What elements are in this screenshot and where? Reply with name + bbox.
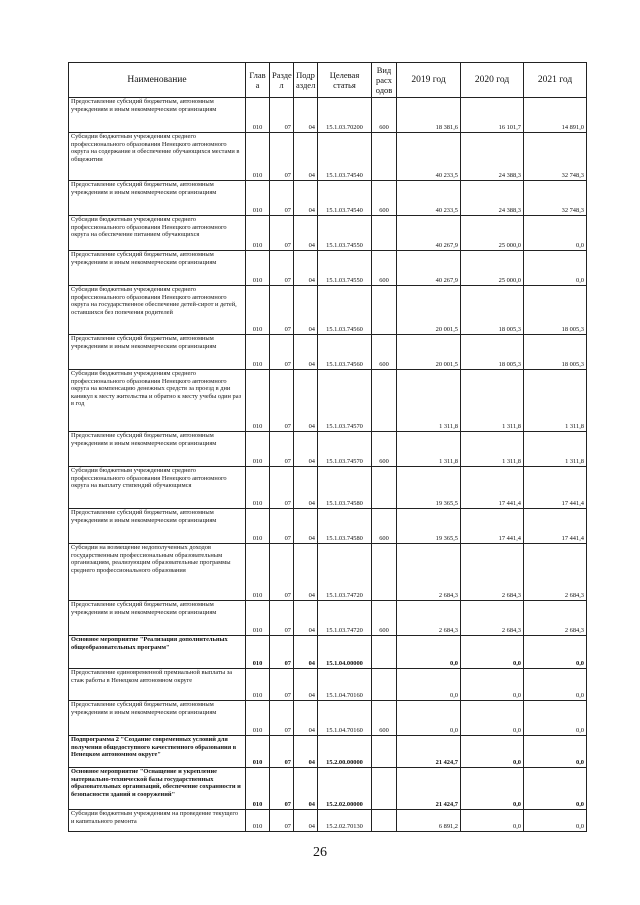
row-glava: 010 xyxy=(246,509,270,544)
header-2021: 2021 год xyxy=(524,63,587,98)
row-target: 15.1.03.74570 xyxy=(318,432,372,467)
row-2021: 2 684,3 xyxy=(524,544,587,601)
row-target: 15.2.00.00000 xyxy=(318,736,372,768)
row-target: 15.1.03.74560 xyxy=(318,335,372,370)
row-name: Предоставление единовременной премиальной выплаты за стаж работы в Ненецком автономном округе xyxy=(69,669,246,701)
row-podrazdel: 04 xyxy=(294,181,318,216)
row-razdel: 07 xyxy=(270,701,294,736)
row-glava: 010 xyxy=(246,669,270,701)
row-2019: 2 684,3 xyxy=(397,544,461,601)
row-glava: 010 xyxy=(246,768,270,810)
row-vid: 600 xyxy=(372,432,397,467)
row-razdel: 07 xyxy=(270,768,294,810)
row-vid: 600 xyxy=(372,701,397,736)
row-2021: 2 684,3 xyxy=(524,601,587,636)
row-2021: 32 748,3 xyxy=(524,181,587,216)
row-glava: 010 xyxy=(246,636,270,669)
row-vid xyxy=(372,467,397,509)
row-2020: 1 311,8 xyxy=(461,432,524,467)
row-2019: 20 001,5 xyxy=(397,286,461,335)
row-2020: 0,0 xyxy=(461,768,524,810)
table-row xyxy=(69,601,587,636)
row-2020: 16 101,7 xyxy=(461,98,524,133)
row-podrazdel: 04 xyxy=(294,432,318,467)
row-razdel: 07 xyxy=(270,335,294,370)
row-name: Субсидии бюджетным учреждениям среднего профессионального образования Ненецкого автономного округа на выплату стипендий обучающимся xyxy=(69,467,246,509)
row-2021: 17 441,4 xyxy=(524,509,587,544)
row-2021: 1 311,8 xyxy=(524,432,587,467)
row-target: 15.1.03.74720 xyxy=(318,601,372,636)
row-razdel: 07 xyxy=(270,181,294,216)
row-podrazdel: 04 xyxy=(294,98,318,133)
table-row xyxy=(69,509,587,544)
row-2020: 25 000,0 xyxy=(461,251,524,286)
row-name: Предоставление субсидий бюджетным, автономным учреждениям и иным некоммерческим организациям xyxy=(69,701,246,736)
row-vid: 600 xyxy=(372,98,397,133)
row-2021: 0,0 xyxy=(524,810,587,832)
row-2019: 1 311,8 xyxy=(397,432,461,467)
table-row xyxy=(69,181,587,216)
row-2020: 2 684,3 xyxy=(461,544,524,601)
row-podrazdel: 04 xyxy=(294,286,318,335)
row-2020: 0,0 xyxy=(461,810,524,832)
row-2021: 0,0 xyxy=(524,669,587,701)
row-2020: 0,0 xyxy=(461,636,524,669)
row-vid: 600 xyxy=(372,601,397,636)
row-glava: 010 xyxy=(246,370,270,432)
header-2019: 2019 год xyxy=(397,63,461,98)
row-podrazdel: 04 xyxy=(294,544,318,601)
row-podrazdel: 04 xyxy=(294,636,318,669)
row-razdel: 07 xyxy=(270,286,294,335)
table-row xyxy=(69,669,587,701)
row-2020: 0,0 xyxy=(461,736,524,768)
table-row xyxy=(69,467,587,509)
row-glava: 010 xyxy=(246,181,270,216)
row-razdel: 07 xyxy=(270,251,294,286)
row-name: Субсидии бюджетным учреждениям на проведение текущего и капитального ремонта xyxy=(69,810,246,832)
row-2019: 40 233,5 xyxy=(397,181,461,216)
row-podrazdel: 04 xyxy=(294,810,318,832)
row-vid: 600 xyxy=(372,335,397,370)
row-2019: 1 311,8 xyxy=(397,370,461,432)
row-name: Подпрограмма 2 "Создание современных условий для получения общедоступного качественного образования в Ненецком автономном округе" xyxy=(69,736,246,768)
row-2021: 18 005,3 xyxy=(524,335,587,370)
row-target: 15.1.03.74580 xyxy=(318,509,372,544)
table-row xyxy=(69,544,587,601)
row-glava: 010 xyxy=(246,701,270,736)
table-row xyxy=(69,98,587,133)
row-2019: 21 424,7 xyxy=(397,736,461,768)
row-razdel: 07 xyxy=(270,98,294,133)
row-2021: 17 441,4 xyxy=(524,467,587,509)
row-name: Предоставление субсидий бюджетным, автономным учреждениям и иным некоммерческим организациям xyxy=(69,601,246,636)
row-podrazdel: 04 xyxy=(294,601,318,636)
row-podrazdel: 04 xyxy=(294,251,318,286)
table-row xyxy=(69,335,587,370)
row-2021: 0,0 xyxy=(524,701,587,736)
row-vid xyxy=(372,216,397,251)
row-glava: 010 xyxy=(246,432,270,467)
row-target: 15.1.03.74550 xyxy=(318,251,372,286)
row-glava: 010 xyxy=(246,601,270,636)
row-razdel: 07 xyxy=(270,509,294,544)
table-row xyxy=(69,133,587,181)
row-razdel: 07 xyxy=(270,467,294,509)
row-vid xyxy=(372,636,397,669)
table-body xyxy=(69,98,587,832)
row-podrazdel: 04 xyxy=(294,736,318,768)
row-2019: 40 267,9 xyxy=(397,251,461,286)
row-razdel: 07 xyxy=(270,216,294,251)
row-vid xyxy=(372,768,397,810)
row-podrazdel: 04 xyxy=(294,768,318,810)
row-vid xyxy=(372,133,397,181)
row-vid xyxy=(372,736,397,768)
row-target: 15.1.03.74580 xyxy=(318,467,372,509)
table-row xyxy=(69,432,587,467)
row-glava: 010 xyxy=(246,251,270,286)
row-2019: 19 365,5 xyxy=(397,509,461,544)
row-glava: 010 xyxy=(246,286,270,335)
row-name: Предоставление субсидий бюджетным, автономным учреждениям и иным некоммерческим организациям xyxy=(69,509,246,544)
row-2020: 0,0 xyxy=(461,669,524,701)
row-2020: 24 388,3 xyxy=(461,133,524,181)
header-glava: Глав а xyxy=(246,63,270,98)
row-2019: 0,0 xyxy=(397,701,461,736)
row-2021: 0,0 xyxy=(524,216,587,251)
row-vid xyxy=(372,544,397,601)
table-row xyxy=(69,810,587,832)
row-target: 15.1.03.74560 xyxy=(318,286,372,335)
row-2020: 2 684,3 xyxy=(461,601,524,636)
budget-table xyxy=(68,62,587,832)
table-row xyxy=(69,216,587,251)
row-razdel: 07 xyxy=(270,133,294,181)
row-2019: 18 381,6 xyxy=(397,98,461,133)
row-vid: 600 xyxy=(372,251,397,286)
row-razdel: 07 xyxy=(270,432,294,467)
row-vid xyxy=(372,370,397,432)
row-2021: 1 311,8 xyxy=(524,370,587,432)
table-row xyxy=(69,636,587,669)
row-target: 15.1.03.70200 xyxy=(318,98,372,133)
row-2020: 0,0 xyxy=(461,701,524,736)
row-podrazdel: 04 xyxy=(294,216,318,251)
row-target: 15.2.02.70130 xyxy=(318,810,372,832)
row-podrazdel: 04 xyxy=(294,701,318,736)
header-vid: Вид расх одов xyxy=(372,63,397,98)
row-2019: 40 267,9 xyxy=(397,216,461,251)
row-2020: 17 441,4 xyxy=(461,509,524,544)
row-glava: 010 xyxy=(246,335,270,370)
header-podrazdel: Подр аздел xyxy=(294,63,318,98)
row-2020: 25 000,0 xyxy=(461,216,524,251)
row-name: Основное мероприятие "Оснащение и укрепление материально-технической базы государственных образовательных организаций, обеспечение сохранности и безопасности зданий и сооружений" xyxy=(69,768,246,810)
row-glava: 010 xyxy=(246,216,270,251)
row-2019: 0,0 xyxy=(397,636,461,669)
row-target: 15.1.04.70160 xyxy=(318,669,372,701)
row-glava: 010 xyxy=(246,98,270,133)
header-target: Целевая статья xyxy=(318,63,372,98)
row-2019: 0,0 xyxy=(397,669,461,701)
row-2019: 40 233,5 xyxy=(397,133,461,181)
row-glava: 010 xyxy=(246,133,270,181)
row-razdel: 07 xyxy=(270,669,294,701)
row-vid: 600 xyxy=(372,509,397,544)
row-name: Основное мероприятие "Реализация дополнительных общеобразовательных программ" xyxy=(69,636,246,669)
row-2021: 14 891,0 xyxy=(524,98,587,133)
row-target: 15.2.02.00000 xyxy=(318,768,372,810)
row-razdel: 07 xyxy=(270,370,294,432)
row-podrazdel: 04 xyxy=(294,467,318,509)
row-target: 15.1.03.74550 xyxy=(318,216,372,251)
row-vid xyxy=(372,810,397,832)
table-header-row xyxy=(69,63,587,98)
table-row xyxy=(69,286,587,335)
row-name: Субсидии бюджетным учреждениям среднего профессионального образования Ненецкого автономного округа на содержание и обеспечение обучающихся местами в общежитии xyxy=(69,133,246,181)
row-2019: 20 001,5 xyxy=(397,335,461,370)
row-vid xyxy=(372,669,397,701)
row-name: Субсидии на возмещение недополученных доходов государственным профессиональным образовательным организациям, реализующим образовательные программы среднего профессионального образования xyxy=(69,544,246,601)
row-name: Предоставление субсидий бюджетным, автономным учреждениям и иным некоммерческим организациям xyxy=(69,98,246,133)
table-row xyxy=(69,768,587,810)
row-target: 15.1.03.74540 xyxy=(318,133,372,181)
row-vid xyxy=(372,286,397,335)
row-name: Субсидии бюджетным учреждениям среднего профессионального образования Ненецкого автономного округа на государственное обеспечение детей-сирот и детей, оставшихся без попечения родителей xyxy=(69,286,246,335)
row-name: Субсидии бюджетным учреждениям среднего профессионального образования Ненецкого автономного округа на компенсацию денежных средств за проезд в дни каникул к месту жительства и обратно к месту учебы один раз в год xyxy=(69,370,246,432)
row-name: Предоставление субсидий бюджетным, автономным учреждениям и иным некоммерческим организациям xyxy=(69,335,246,370)
table-row xyxy=(69,251,587,286)
row-razdel: 07 xyxy=(270,810,294,832)
row-podrazdel: 04 xyxy=(294,669,318,701)
row-target: 15.1.03.74720 xyxy=(318,544,372,601)
header-2020: 2020 год xyxy=(461,63,524,98)
row-glava: 010 xyxy=(246,544,270,601)
row-2021: 0,0 xyxy=(524,636,587,669)
row-razdel: 07 xyxy=(270,636,294,669)
row-name: Предоставление субсидий бюджетным, автономным учреждениям и иным некоммерческим организациям xyxy=(69,181,246,216)
row-glava: 010 xyxy=(246,736,270,768)
table-row xyxy=(69,736,587,768)
row-razdel: 07 xyxy=(270,544,294,601)
table-row xyxy=(69,370,587,432)
row-2021: 32 748,3 xyxy=(524,133,587,181)
header-razdel: Разде л xyxy=(270,63,294,98)
row-target: 15.1.03.74570 xyxy=(318,370,372,432)
header-name: Наименование xyxy=(69,63,246,98)
row-name: Предоставление субсидий бюджетным, автономным учреждениям и иным некоммерческим организациям xyxy=(69,251,246,286)
row-2021: 0,0 xyxy=(524,251,587,286)
row-2020: 1 311,8 xyxy=(461,370,524,432)
row-target: 15.1.03.74540 xyxy=(318,181,372,216)
row-target: 15.1.04.70160 xyxy=(318,701,372,736)
row-podrazdel: 04 xyxy=(294,133,318,181)
row-2021: 0,0 xyxy=(524,768,587,810)
table-row xyxy=(69,701,587,736)
row-2021: 0,0 xyxy=(524,736,587,768)
row-name: Субсидии бюджетным учреждениям среднего профессионального образования Ненецкого автономного округа на обеспечение питанием обучающихся xyxy=(69,216,246,251)
row-2020: 24 388,3 xyxy=(461,181,524,216)
row-podrazdel: 04 xyxy=(294,335,318,370)
row-2020: 18 005,3 xyxy=(461,335,524,370)
row-2020: 17 441,4 xyxy=(461,467,524,509)
page-number: 26 xyxy=(313,845,327,860)
row-target: 15.1.04.00000 xyxy=(318,636,372,669)
row-glava: 010 xyxy=(246,467,270,509)
row-2020: 18 005,3 xyxy=(461,286,524,335)
row-2019: 19 365,5 xyxy=(397,467,461,509)
row-glava: 010 xyxy=(246,810,270,832)
row-2019: 2 684,3 xyxy=(397,601,461,636)
row-2019: 6 891,2 xyxy=(397,810,461,832)
row-name: Предоставление субсидий бюджетным, автономным учреждениям и иным некоммерческим организациям xyxy=(69,432,246,467)
row-podrazdel: 04 xyxy=(294,370,318,432)
row-podrazdel: 04 xyxy=(294,509,318,544)
row-razdel: 07 xyxy=(270,601,294,636)
row-vid: 600 xyxy=(372,181,397,216)
row-2021: 18 005,3 xyxy=(524,286,587,335)
row-razdel: 07 xyxy=(270,736,294,768)
row-2019: 21 424,7 xyxy=(397,768,461,810)
